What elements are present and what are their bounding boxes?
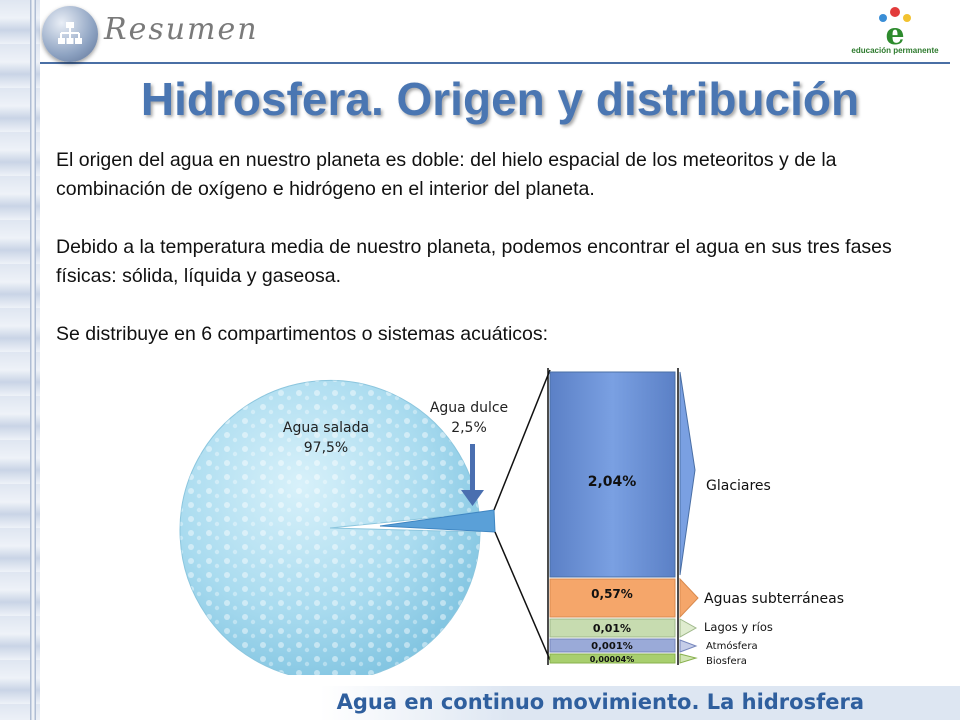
label-biosfera: Biosfera — [706, 656, 747, 667]
page-title: Hidrosfera. Origen y distribución — [140, 73, 860, 125]
bracket-glaciares — [680, 372, 695, 575]
label-glaciares: Glaciares — [706, 478, 771, 494]
paragraph-distribution: Se distribuye en 6 compartimentos o sistemas acuáticos: — [56, 323, 549, 345]
bracket-lagos — [680, 619, 696, 637]
bracket-atmosfera — [680, 640, 696, 652]
value-atmosfera: 0,001% — [591, 641, 633, 652]
value-subterraneas: 0,57% — [591, 587, 633, 601]
bracket-biosfera — [680, 654, 696, 663]
footer-band — [320, 686, 960, 720]
label-agua-dulce: Agua dulce — [429, 400, 509, 416]
water-distribution-figure — [150, 360, 910, 675]
label-atmosfera: Atmósfera — [706, 641, 758, 652]
value-lagos: 0,01% — [592, 622, 632, 635]
label-subterraneas: Aguas subterráneas — [704, 591, 845, 607]
header-divider — [40, 62, 950, 64]
stacked-column — [548, 368, 678, 665]
educacion-permanente-logo — [840, 4, 950, 60]
body-text — [56, 146, 936, 378]
value-biosfera: 0,00004% — [589, 655, 635, 664]
logo-dot-red — [890, 7, 900, 17]
bracket-subterraneas — [680, 579, 698, 617]
label-agua-salada: Agua salada — [282, 420, 370, 436]
footer-title: Agua en continuo movimiento. La hidrosfera — [336, 690, 864, 714]
left-decorative-border — [0, 0, 40, 720]
sitemap-icon[interactable] — [42, 6, 98, 62]
logo-caption: educación permanente — [851, 46, 939, 55]
paragraph-origin: El origen del agua en nuestro planeta es doble: del hielo espacial de los meteoritos y de la combinación de oxígeno e hidrógeno en el interior del planeta. — [56, 149, 837, 200]
svg-text:e: e — [885, 17, 905, 48]
label-lagos: Lagos y ríos — [704, 620, 773, 634]
section-label: Resumen — [104, 12, 259, 47]
value-agua-salada: 97,5% — [303, 440, 349, 456]
value-agua-dulce: 2,5% — [451, 420, 487, 436]
paragraph-phases: Debido a la temperatura media de nuestro planeta, podemos encontrar el agua en sus tres fases físicas: sólida, líquida y gaseosa. — [56, 236, 892, 287]
value-glaciares: 2,04% — [587, 474, 637, 490]
